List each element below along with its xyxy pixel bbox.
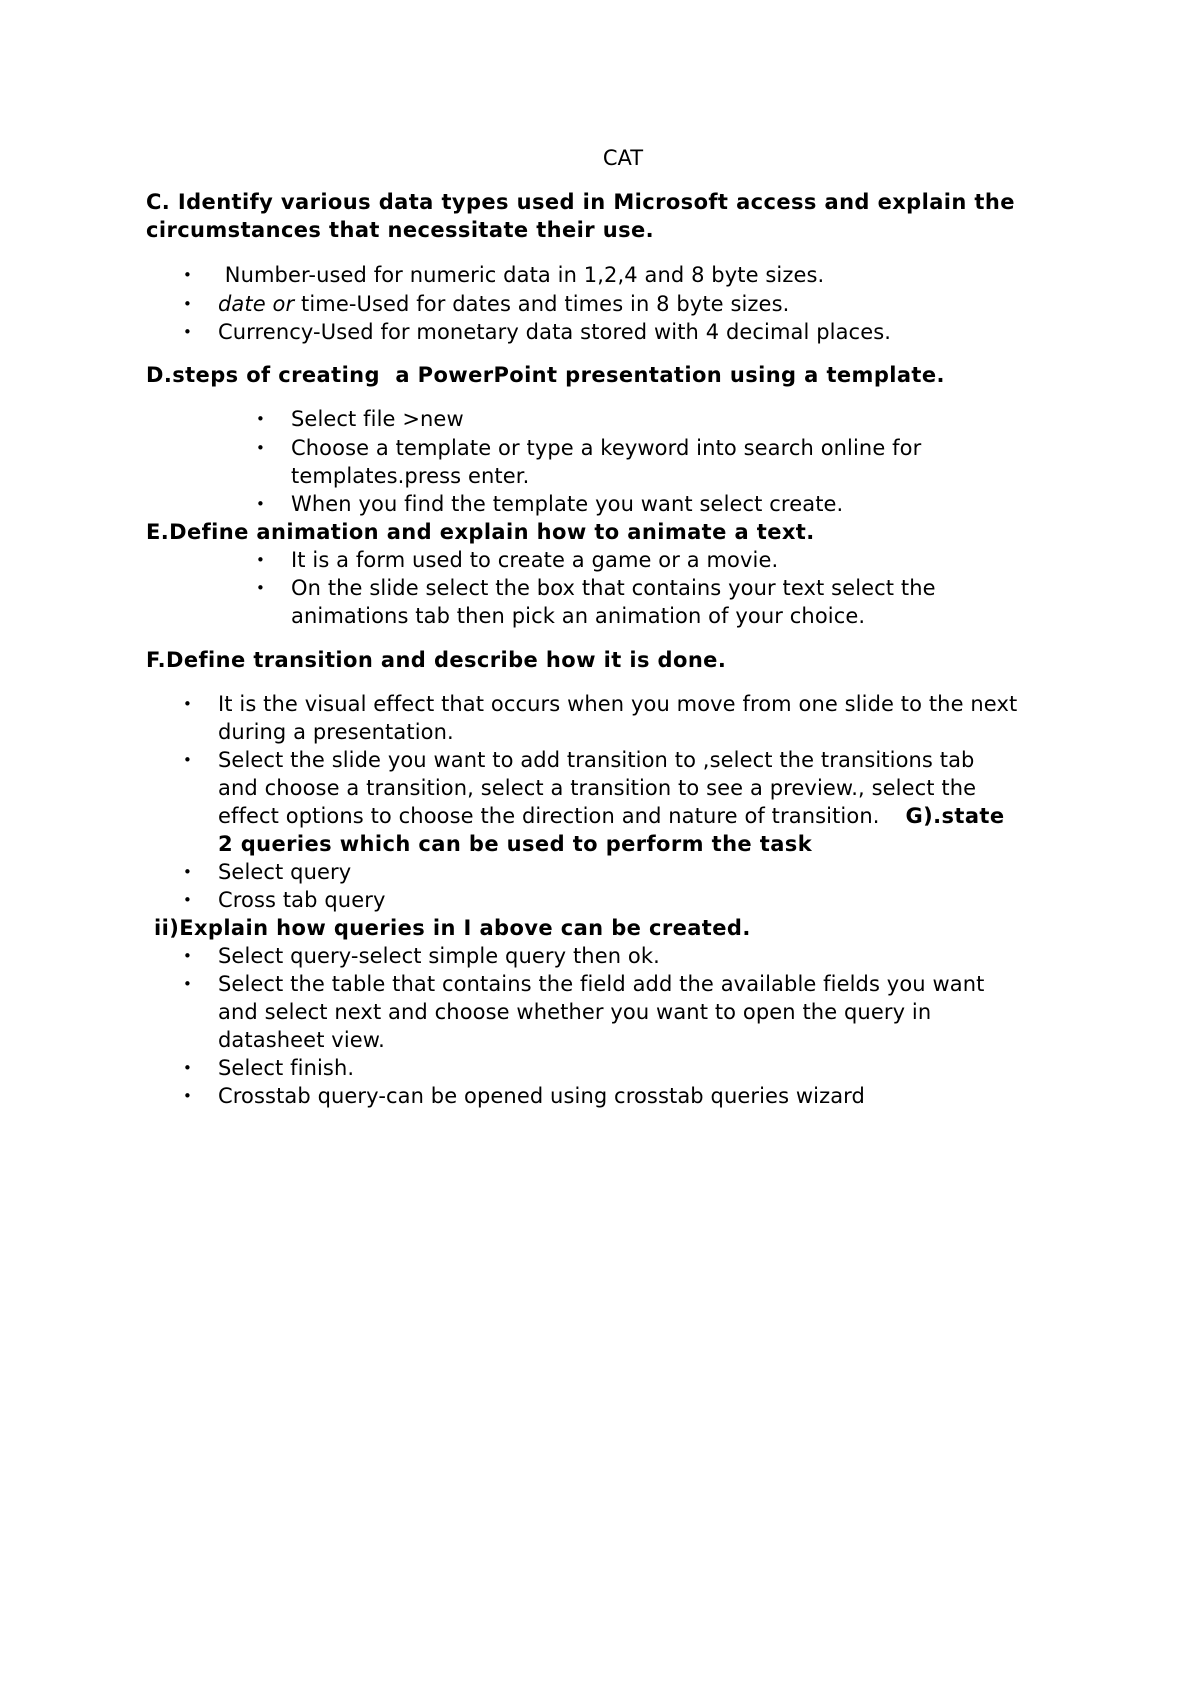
list-item-continued <box>218 802 1005 830</box>
list-item: Crosstab query-can be opened using crosstab queries wizard <box>218 1084 865 1108</box>
bullet-icon: • <box>183 1059 192 1077</box>
bullet-icon: • <box>256 439 265 457</box>
section-ii-heading: ii)Explain how queries in I above can be created. <box>154 916 751 940</box>
list-item-text: time-Used for dates and times in 8 byte sizes. <box>294 292 790 316</box>
list-item: Select finish. <box>218 1056 355 1080</box>
list-item: Select file >new <box>291 407 464 431</box>
document-title: CAT <box>602 146 644 170</box>
bullet-icon: • <box>183 323 192 341</box>
bullet-icon: • <box>183 266 192 284</box>
list-item: Select query-select simple query then ok. <box>218 944 660 968</box>
bullet-icon: • <box>183 863 192 881</box>
list-item: On the slide select the box that contains your text select the <box>291 576 936 600</box>
section-d-heading: D.steps of creating a PowerPoint presentation using a template. <box>146 363 945 387</box>
list-item-continued: templates.press enter. <box>291 464 530 488</box>
list-item: Select the slide you want to add transition to ,select the transitions tab <box>218 748 975 772</box>
bullet-icon: • <box>183 891 192 909</box>
list-item: When you find the template you want select create. <box>291 492 844 516</box>
list-item-text: effect options to choose the direction and nature of transition. <box>218 804 880 828</box>
section-f-heading: F.Define transition and describe how it is done. <box>146 648 727 672</box>
list-item: Currency-Used for monetary data stored with 4 decimal places. <box>218 320 892 344</box>
list-item: Choose a template or type a keyword into search online for <box>291 436 922 460</box>
bullet-icon: • <box>183 695 192 713</box>
list-item: Number-used for numeric data in 1,2,4 and 8 byte sizes. <box>218 263 825 287</box>
list-item: Cross tab query <box>218 888 386 912</box>
list-item: It is the visual effect that occurs when you move from one slide to the next <box>218 692 1018 716</box>
list-item: It is a form used to create a game or a movie. <box>291 548 779 572</box>
bullet-icon: • <box>256 410 265 428</box>
section-c-heading-line2: circumstances that necessitate their use. <box>146 218 655 242</box>
bullet-icon: • <box>183 947 192 965</box>
list-item-italic: date or <box>218 292 295 316</box>
bullet-icon: • <box>256 551 265 569</box>
bullet-icon: • <box>183 975 192 993</box>
list-item-continued: and select next and choose whether you want to open the query in <box>218 1000 932 1024</box>
bullet-icon: • <box>183 295 192 313</box>
list-item <box>218 290 789 318</box>
list-item: Select query <box>218 860 352 884</box>
list-item-continued: and choose a transition, select a transition to see a preview., select the <box>218 776 977 800</box>
list-item-continued: during a presentation. <box>218 720 454 744</box>
list-item: Select the table that contains the field add the available fields you want <box>218 972 985 996</box>
bullet-icon: • <box>183 1087 192 1105</box>
bullet-icon: • <box>256 495 265 513</box>
section-c-heading-line1: C. Identify various data types used in Microsoft access and explain the <box>146 190 1015 214</box>
list-item-continued: datasheet view. <box>218 1028 385 1052</box>
section-g-heading-continued: 2 queries which can be used to perform the task <box>218 832 813 856</box>
bullet-icon: • <box>183 751 192 769</box>
list-item-continued: animations tab then pick an animation of your choice. <box>291 604 866 628</box>
bullet-icon: • <box>256 579 265 597</box>
section-g-heading-start: G).state <box>905 804 1005 828</box>
section-e-heading: E.Define animation and explain how to animate a text. <box>146 520 815 544</box>
